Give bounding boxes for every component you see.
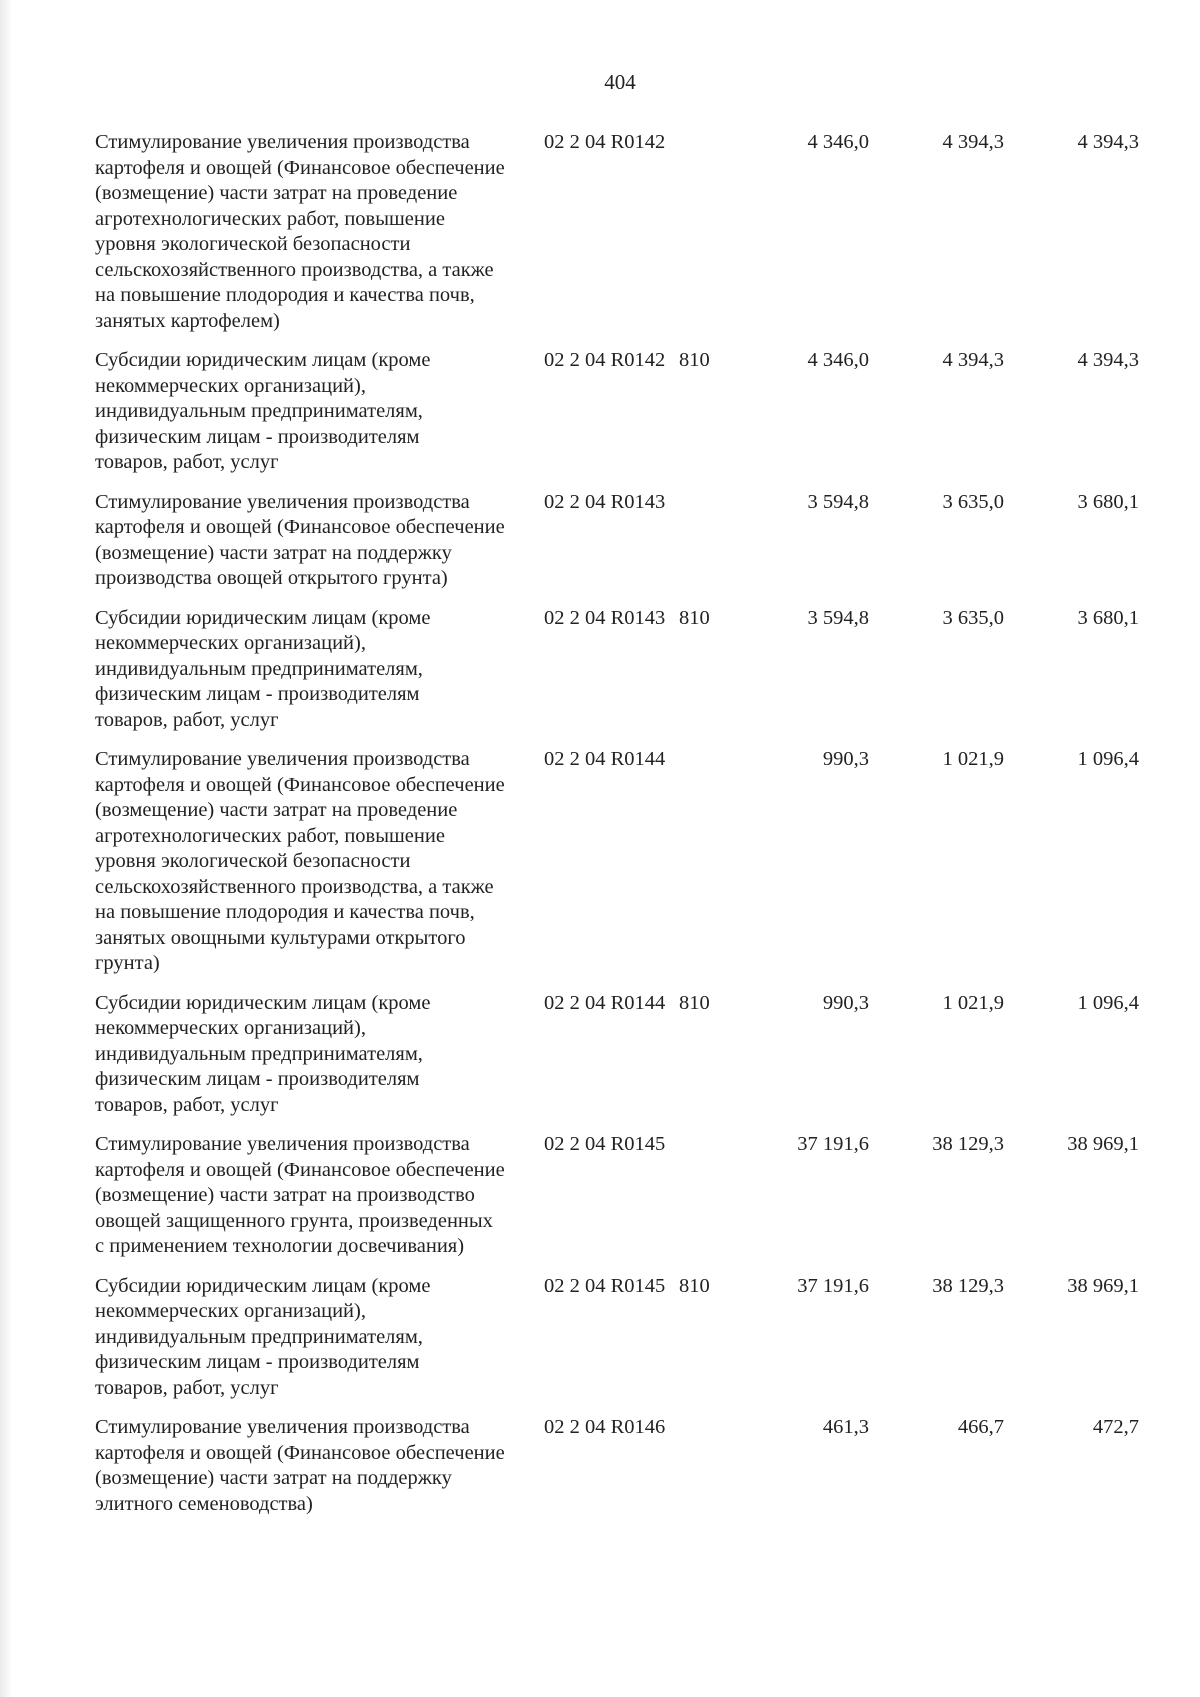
row-amount-year-1: 37 191,6: [797, 1274, 869, 1297]
row-amount-year-3: 3 680,1: [1077, 606, 1139, 629]
table-row: [95, 747, 1160, 977]
row-amount-year-3: 38 969,1: [1067, 1133, 1139, 1155]
row-amount-year-3: 1 096,4: [1077, 748, 1139, 770]
row-amount-year-1: 990,3: [822, 991, 869, 1014]
row-name: Стимулирование увеличения производства картофеля и овощей (Финансовое обеспечение (возмещение) части затрат на проведение агротехнологических работ, повышение уровня экологической безопасности сельскохозяйственного производства, а также на повышение плодородия и качества почв, занятых картофелем): [95, 131, 505, 332]
row-amount-year-1: 990,3: [822, 748, 869, 770]
row-code: 02 2 04 R0146: [544, 1416, 666, 1438]
table-row: [95, 348, 1160, 476]
row-name: Субсидии юридическим лицам (кроме некоммерческих организаций), индивидуальным предпринимателям, физическим лицам - производителям товаров, работ, услуг: [95, 991, 431, 1116]
row-amount-year-2: 3 635,0: [942, 606, 1004, 629]
table-row: [95, 606, 1160, 734]
page-number: 404: [604, 70, 636, 94]
row-amount-year-3: 472,7: [1092, 1416, 1139, 1438]
row-code: 02 2 04 R0145: [544, 1133, 666, 1155]
table-row: [95, 1415, 1160, 1517]
row-expense-type: 810: [679, 349, 710, 371]
row-amount-year-3: 38 969,1: [1067, 1274, 1139, 1297]
row-name: Субсидии юридическим лицам (кроме некоммерческих организаций), индивидуальным предпринимателям, физическим лицам - производителям товаров, работ, услуг: [95, 606, 431, 731]
row-expense-type: 810: [679, 1274, 710, 1297]
row-code: 02 2 04 R0144: [544, 748, 666, 770]
table-row: [95, 991, 1160, 1119]
table-row: [95, 130, 1160, 334]
row-amount-year-1: 3 594,8: [807, 490, 869, 513]
row-amount-year-2: 38 129,3: [932, 1133, 1004, 1155]
row-code: 02 2 04 R0143: [544, 490, 666, 513]
row-code: 02 2 04 R0142: [544, 349, 666, 371]
row-amount-year-2: 466,7: [957, 1416, 1004, 1438]
budget-table: [95, 130, 1160, 1531]
row-amount-year-2: 4 394,3: [942, 131, 1004, 153]
row-amount-year-3: 1 096,4: [1077, 991, 1139, 1014]
row-code: 02 2 04 R0143: [544, 606, 666, 629]
row-name: Стимулирование увеличения производства картофеля и овощей (Финансовое обеспечение (возмещение) части затрат на поддержку производства овощей открытого грунта): [95, 490, 505, 589]
row-amount-year-2: 1 021,9: [942, 991, 1004, 1014]
row-amount-year-2: 1 021,9: [942, 748, 1004, 770]
row-expense-type: 810: [679, 991, 710, 1014]
row-name: Стимулирование увеличения производства картофеля и овощей (Финансовое обеспечение (возмещение) части затрат на проведение агротехнологических работ, повышение уровня экологической безопасности сельскохозяйственного производства, а также на повышение плодородия и качества почв, занятых овощными культурами открытого грунта): [95, 748, 505, 974]
row-name: Субсидии юридическим лицам (кроме некоммерческих организаций), индивидуальным предпринимателям, физическим лицам - производителям товаров, работ, услуг: [95, 349, 431, 473]
row-amount-year-1: 3 594,8: [807, 606, 869, 629]
table-row: [95, 490, 1160, 592]
row-amount-year-1: 4 346,0: [807, 349, 869, 371]
row-amount-year-1: 37 191,6: [797, 1133, 869, 1155]
row-name: Стимулирование увеличения производства картофеля и овощей (Финансовое обеспечение (возмещение) части затрат на поддержку элитного семеноводства): [95, 1416, 505, 1515]
table-row: [95, 1274, 1160, 1402]
row-amount-year-3: 4 394,3: [1077, 131, 1139, 153]
row-amount-year-1: 461,3: [822, 1416, 869, 1438]
row-code: 02 2 04 R0142: [544, 131, 666, 153]
row-amount-year-2: 3 635,0: [942, 490, 1004, 513]
scan-edge-shadow: [0, 0, 12, 1697]
row-amount-year-3: 4 394,3: [1077, 349, 1139, 371]
row-name: Субсидии юридическим лицам (кроме некоммерческих организаций), индивидуальным предпринимателям, физическим лицам - производителям товаров, работ, услуг: [95, 1274, 431, 1399]
row-expense-type: 810: [679, 606, 710, 629]
row-code: 02 2 04 R0145: [544, 1274, 666, 1297]
row-name: Стимулирование увеличения производства картофеля и овощей (Финансовое обеспечение (возмещение) части затрат на производство овощей защищенного грунта, произведенных с применением технологии досвечивания): [95, 1133, 505, 1257]
table-row: [95, 1132, 1160, 1260]
row-amount-year-2: 4 394,3: [942, 349, 1004, 371]
row-amount-year-3: 3 680,1: [1077, 490, 1139, 513]
row-amount-year-1: 4 346,0: [807, 131, 869, 153]
row-amount-year-2: 38 129,3: [932, 1274, 1004, 1297]
row-code: 02 2 04 R0144: [544, 991, 666, 1014]
